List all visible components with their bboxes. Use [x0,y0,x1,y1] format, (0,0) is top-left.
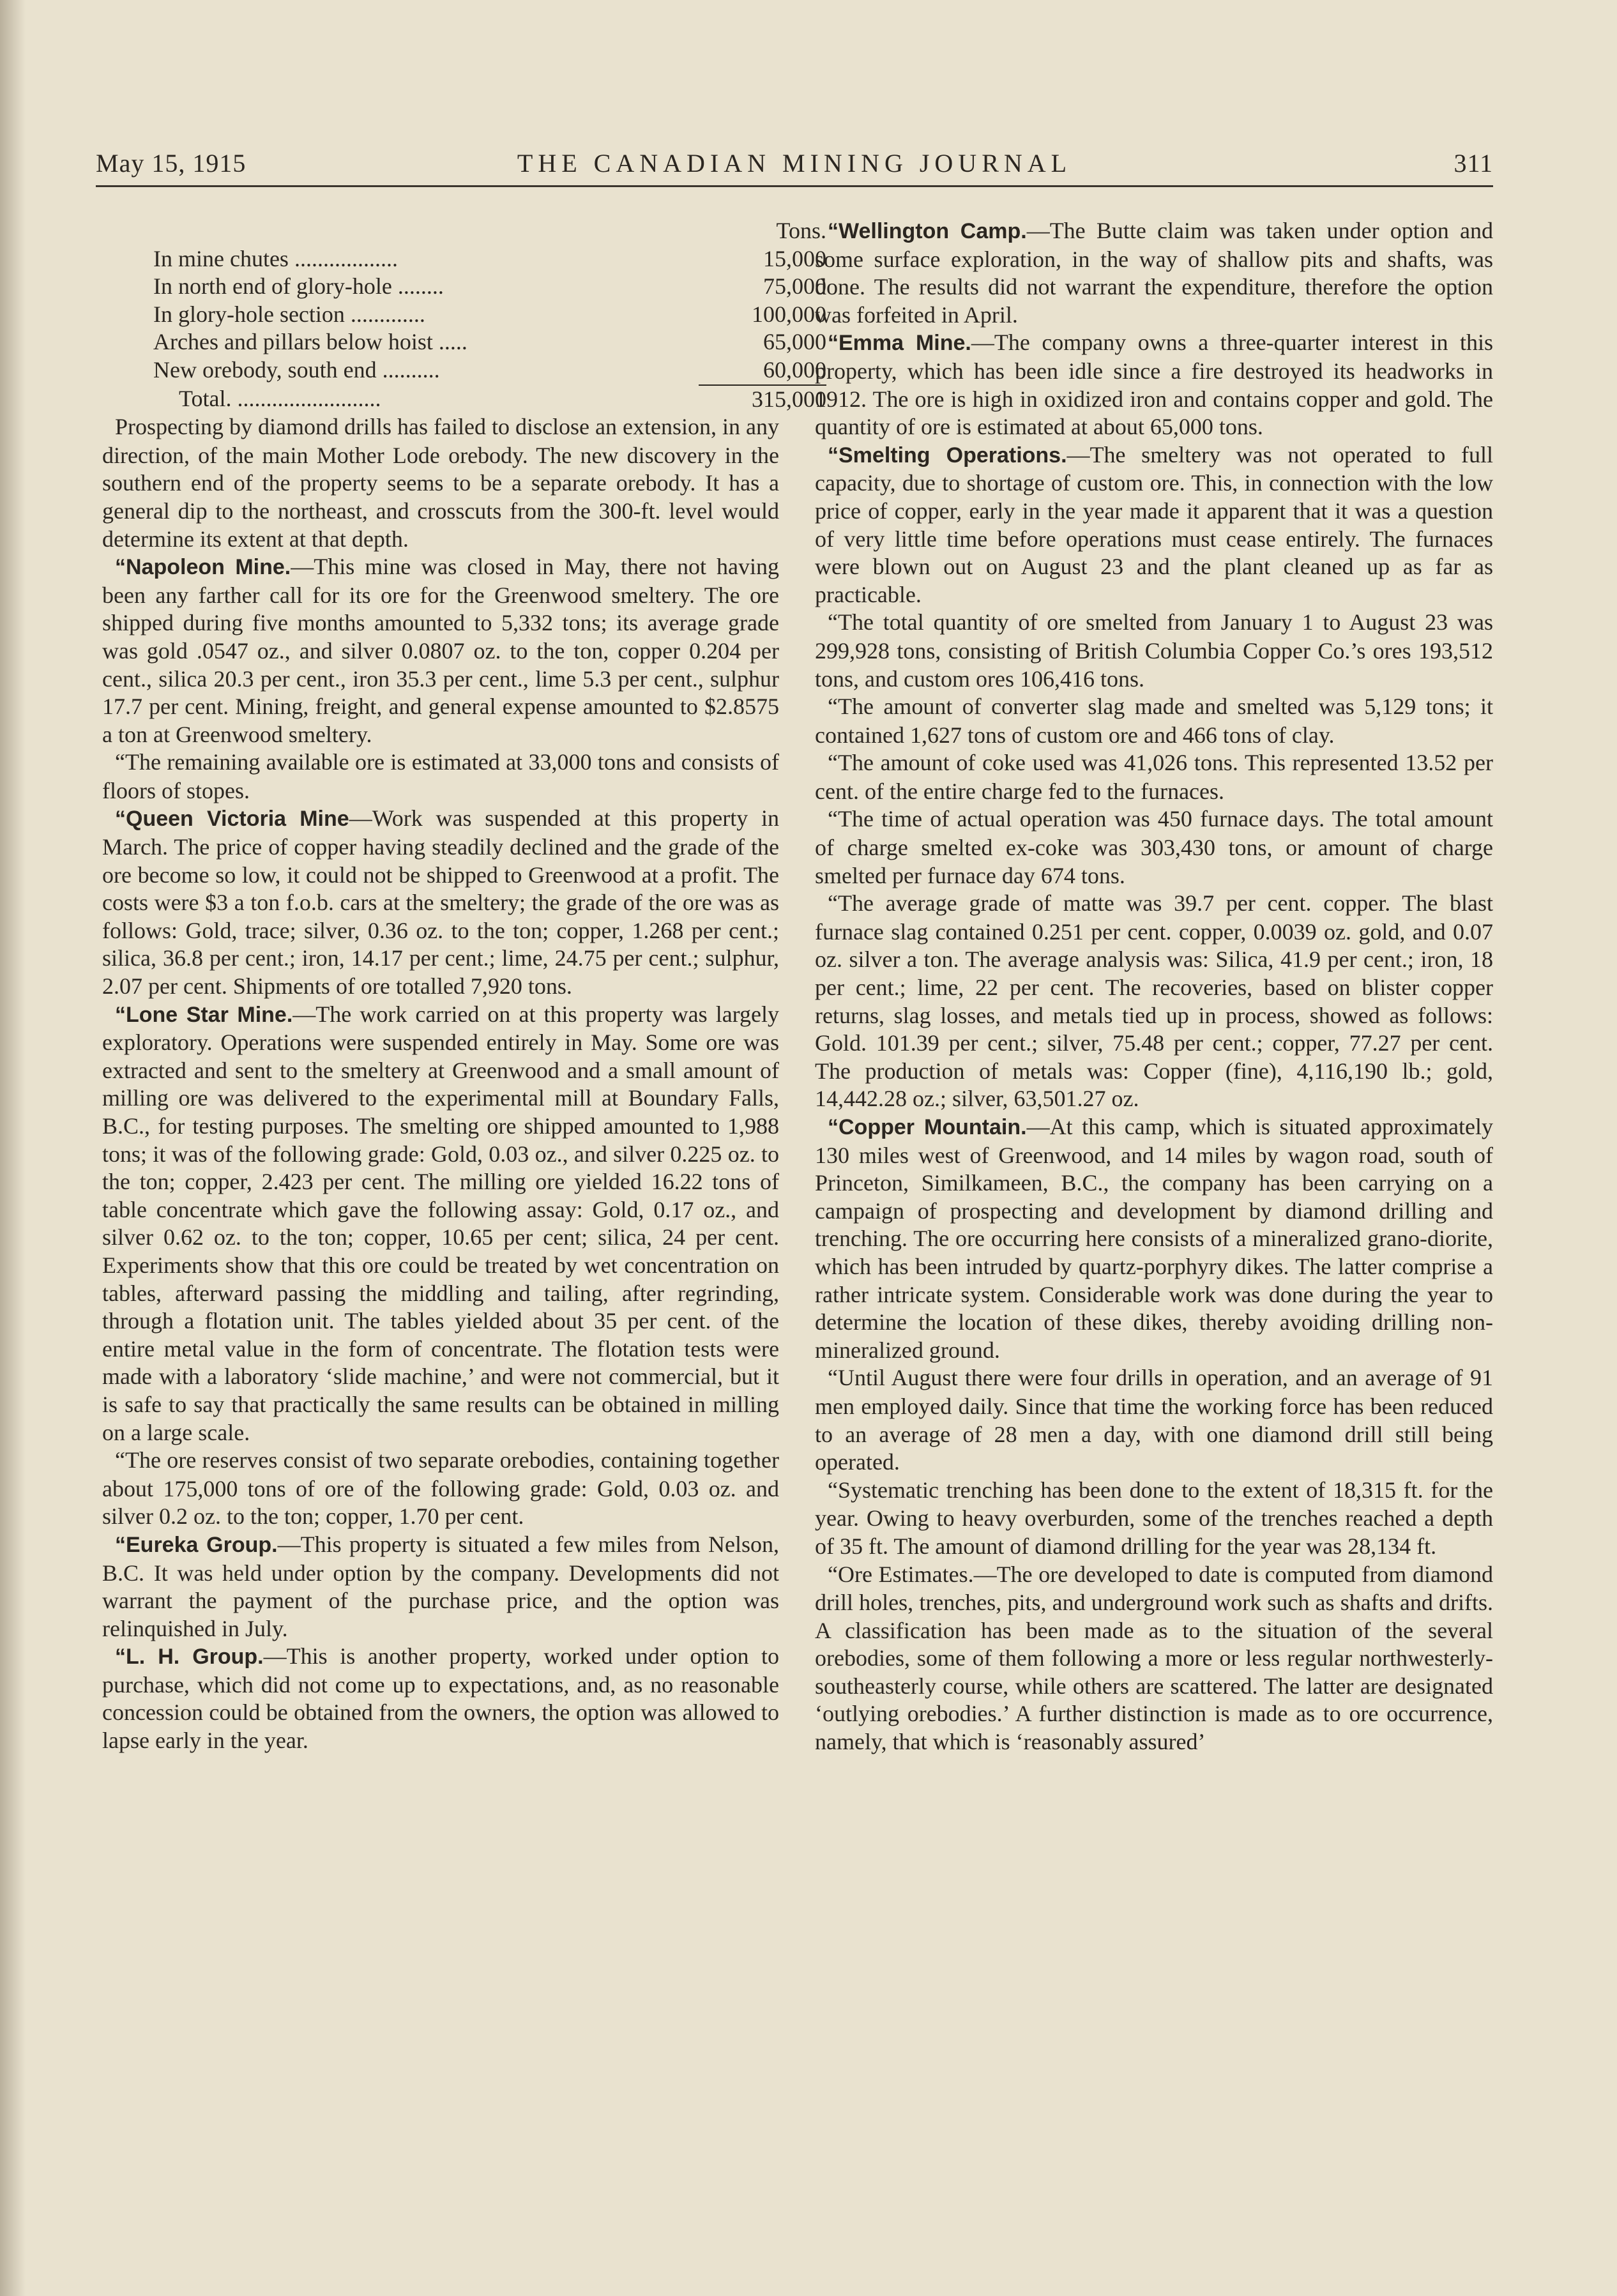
right-column [815,217,1493,1756]
page-number: 311 [1454,149,1493,178]
table-row [153,301,826,329]
running-header [96,148,1493,186]
total-label: Total. ......................... [179,385,381,411]
paragraph: Prospecting by diamond drills has failed to disclose an extension, in any direction, of the main Mother Lode orebody. The new discovery in the southern end of the property seems to be a separate orebody. It has a general dip to the northeast, and crosscuts from the 300-ft. level would determine its extent at that depth. [102,414,779,552]
paragraph: “Lone Star Mine.—The work carried on at this property was largely exploratory. Operations were suspended entirely in May. Some ore was extracted and sent to the smeltery at Greenwood and a small amount of milling ore was delivered to the experimental mill at Boundary Falls, B.C., for testing purposes. The smelting ore shipped amounted to 1,988 tons; it was of the following grade: Gold, 0.03 oz., and silver 0.225 oz. to the ton; copper, 2.423 per cent. The milling ore yielded 16.22 tons of table concentrate which gave the following assay: Gold, 0.17 oz., and silver 0.62 oz. to the ton; copper, 10.65 per cent; silica, 24 per cent. Experiments show that this ore could be treated by wet concentration on tables, afterward passing the middling and tailing, after regrinding, through a flotation unit. The tables yielded about 35 per cent. of the entire metal value in the form of concentrate. The flotation tests were made with a laboratory ‘slide machine,’ and were not commercial, but it is safe to say that practically the same results can be obtained in milling on a large scale. [102,1001,780,1445]
table-row [153,273,826,301]
row-value: 15,000 [763,245,826,271]
left-column [102,217,826,1755]
section-lead: “Smelting Operations. [828,443,1067,468]
paragraph: “Emma Mine.—The company owns a three-quarter interest in this property, which has been idle since a fire destroyed its headworks in 1912. The ore is high in oxidized iron and contains copper and gold. The quantity of ore is estimated at about 65,000 tons. [815,330,1493,440]
paragraph: “Smelting Operations.—The smeltery was not operated to full capacity, due to shortage of custom ore. This, in connection with the low price of copper, early in the year made it apparent that it was a question of very little time before operations must cease entirely. The furnaces were blown out on August 23 and the plant cleaned up as far as practicable. [815,441,1493,607]
table-row [153,328,826,356]
section-lead: “L. H. Group. [115,1645,264,1669]
row-label: Arches and pillars below hoist ..... [153,329,467,355]
paragraph: “Until August there were four drills in operation, and an average of 91 men employed daily. Since that time the working force has been reduced to an average of 28 men a day, with one diamond drill still being operated. [815,1365,1493,1475]
section-lead: “Queen Victoria Mine [115,807,349,832]
header-rule [96,185,1493,187]
paragraph: “L. H. Group.—This is another property, worked under option to purchase, which did not come up to expectations, and, as no reasonable concession could be obtained from the owners, the option was allowed to lapse early in the year. [102,1643,779,1754]
row-value: 100,000 [752,301,826,327]
paragraph: “The remaining available ore is estimated at 33,000 tons and consists of floors of stopes. [102,749,779,803]
row-label: In glory-hole section ............. [153,301,425,327]
paragraph: “Napoleon Mine.—This mine was closed in May, there not having been any farther call for its ore for the Greenwood smeltery. The ore shipped during five months amounted to 5,332 tons; its average grade was gold .0547 oz., and silver 0.0807 oz. to the ton, copper 0.204 per cent., silica 20.3 per cent., iron 35.3 per cent., lime 5.3 per cent., sulphur 17.7 per cent. Mining, freight, and general expense amounted to $2.8575 a ton at Greenwood smeltery. [102,554,779,747]
section-lead: “Copper Mountain. [828,1115,1027,1139]
ore-reserve-table [153,217,826,413]
row-label: In north end of glory-hole ........ [153,273,444,300]
table-row [153,245,826,273]
section-lead: “Lone Star Mine. [115,1002,293,1027]
paragraph: “Eureka Group.—This property is situated a few miles from Nelson, B.C. It was held under option by the company. Developments did not warrant the payment of the purchase price, and the option was relinquished in July. [102,1531,779,1641]
table-header-row [153,217,826,245]
section-lead: “Emma Mine. [828,331,971,356]
page-binding-shadow [0,0,26,2296]
paragraph: “Wellington Camp.—The Butte claim was taken under option and some surface exploration, in the way of shallow pits and shafts, was done. The results did not warrant the expenditure, therefore the option was forfeited in April. [815,218,1493,328]
paragraph: “The ore reserves consist of two separate orebodies, containing together about 175,000 tons of ore of the following grade: Gold, 0.03 oz. and silver 0.2 oz. to the ton; copper, 1.70 per cent. [102,1447,779,1530]
total-value: 315,000 [699,385,826,414]
row-value: 65,000 [763,329,826,355]
paragraph: “Copper Mountain.—At this camp, which is situated approximately 130 miles west of Greenwood, and 14 miles by wagon road, south of Princeton, Similkameen, B.C., the company has been carrying on a campaign of prospecting and development by diamond drilling and trenching. The ore occurring here consists of a mineralized grano-diorite, which has been intruded by quartz-porphyry dikes. The latter comprise a rather intricate system. Considerable work was done during the year to determine the location of these dikes, thereby avoiding drilling non-mineralized ground. [815,1114,1493,1363]
section-lead: “Wellington Camp. [828,219,1027,243]
section-lead: “Eureka Group. [115,1532,278,1557]
paragraph: “Queen Victoria Mine—Work was suspended at this property in March. The price of copper having steadily declined and the grade of the ore become so low, it could not be shipped to Greenwood at a profit. The costs were $3 a ton f.o.b. cars at the smeltery; the grade of the ore was as follows: Gold, trace; silver, 0.36 oz. to the ton; copper, 1.268 per cent.; silica, 36.8 per cent.; iron, 14.17 per cent.; lime, 24.75 per cent.; sulphur, 2.07 per cent. Shipments of ore totalled 7,920 tons. [102,805,779,1000]
row-value: 75,000 [763,273,826,300]
row-label: In mine chutes .................. [153,245,398,271]
paragraph: “Ore Estimates.—The ore developed to date is computed from diamond drill holes, trenches, pits, and underground work such as shafts and drifts. A classification has been made as to the situation of the several orebodies, some of them following a more or less regular northwesterly-southeasterly course, while others are scattered. The latter are designated ‘outlying orebodies.’ A further distinction is made as to ore occurrence, namely, that which is ‘reasonably assured’ [815,1561,1493,1755]
table-total-row [153,385,826,414]
table-row [153,356,826,385]
paragraph: “Systematic trenching has been done to the extent of 18,315 ft. for the year. Owing to heavy overburden, some of the trenches reached a depth of 35 ft. The amount of diamond drilling for the year was 28,134 ft. [815,1477,1493,1559]
paragraph: “The average grade of matte was 39.7 per cent. copper. The blast furnace slag contained 0.251 per cent. copper, 0.0039 oz. gold, and 0.07 oz. silver a ton. The average analysis was: Silica, 41.9 per cent.; iron, 18 per cent.; lime, 22 per cent. The recoveries, based on blister copper returns, slag losses, and metals tied up in process, showed as follows: Gold. 101.39 per cent.; silver, 75.48 per cent.; copper, 77.27 per cent. The production of metals was: Copper (fine), 4,116,190 lb.; gold, 14,442.28 oz.; silver, 63,501.27 oz. [815,890,1493,1112]
paragraph: “The amount of converter slag made and smelted was 5,129 tons; it contained 1,627 tons of custom ore and 466 tons of clay. [815,694,1493,748]
row-label: New orebody, south end .......... [153,356,440,383]
paragraph: “The time of actual operation was 450 furnace days. The total amount of charge smelted ex-coke was 303,430 tons, or amount of charge smelted per furnace day 674 tons. [815,806,1493,888]
issue-date: May 15, 1915 [96,149,247,178]
section-lead: “Napoleon Mine. [115,555,291,580]
tons-header: Tons. [776,218,826,243]
paragraph: “The amount of coke used was 41,026 tons. This represented 13.52 per cent. of the entire charge fed to the furnaces. [815,750,1493,804]
journal-title: THE CANADIAN MINING JOURNAL [517,149,1072,178]
row-value: 60,000 [763,356,826,383]
paragraph: “The total quantity of ore smelted from January 1 to August 23 was 299,928 tons, consisting of British Columbia Copper Co.’s ores 193,512 tons, and custom ores 106,416 tons. [815,609,1493,692]
